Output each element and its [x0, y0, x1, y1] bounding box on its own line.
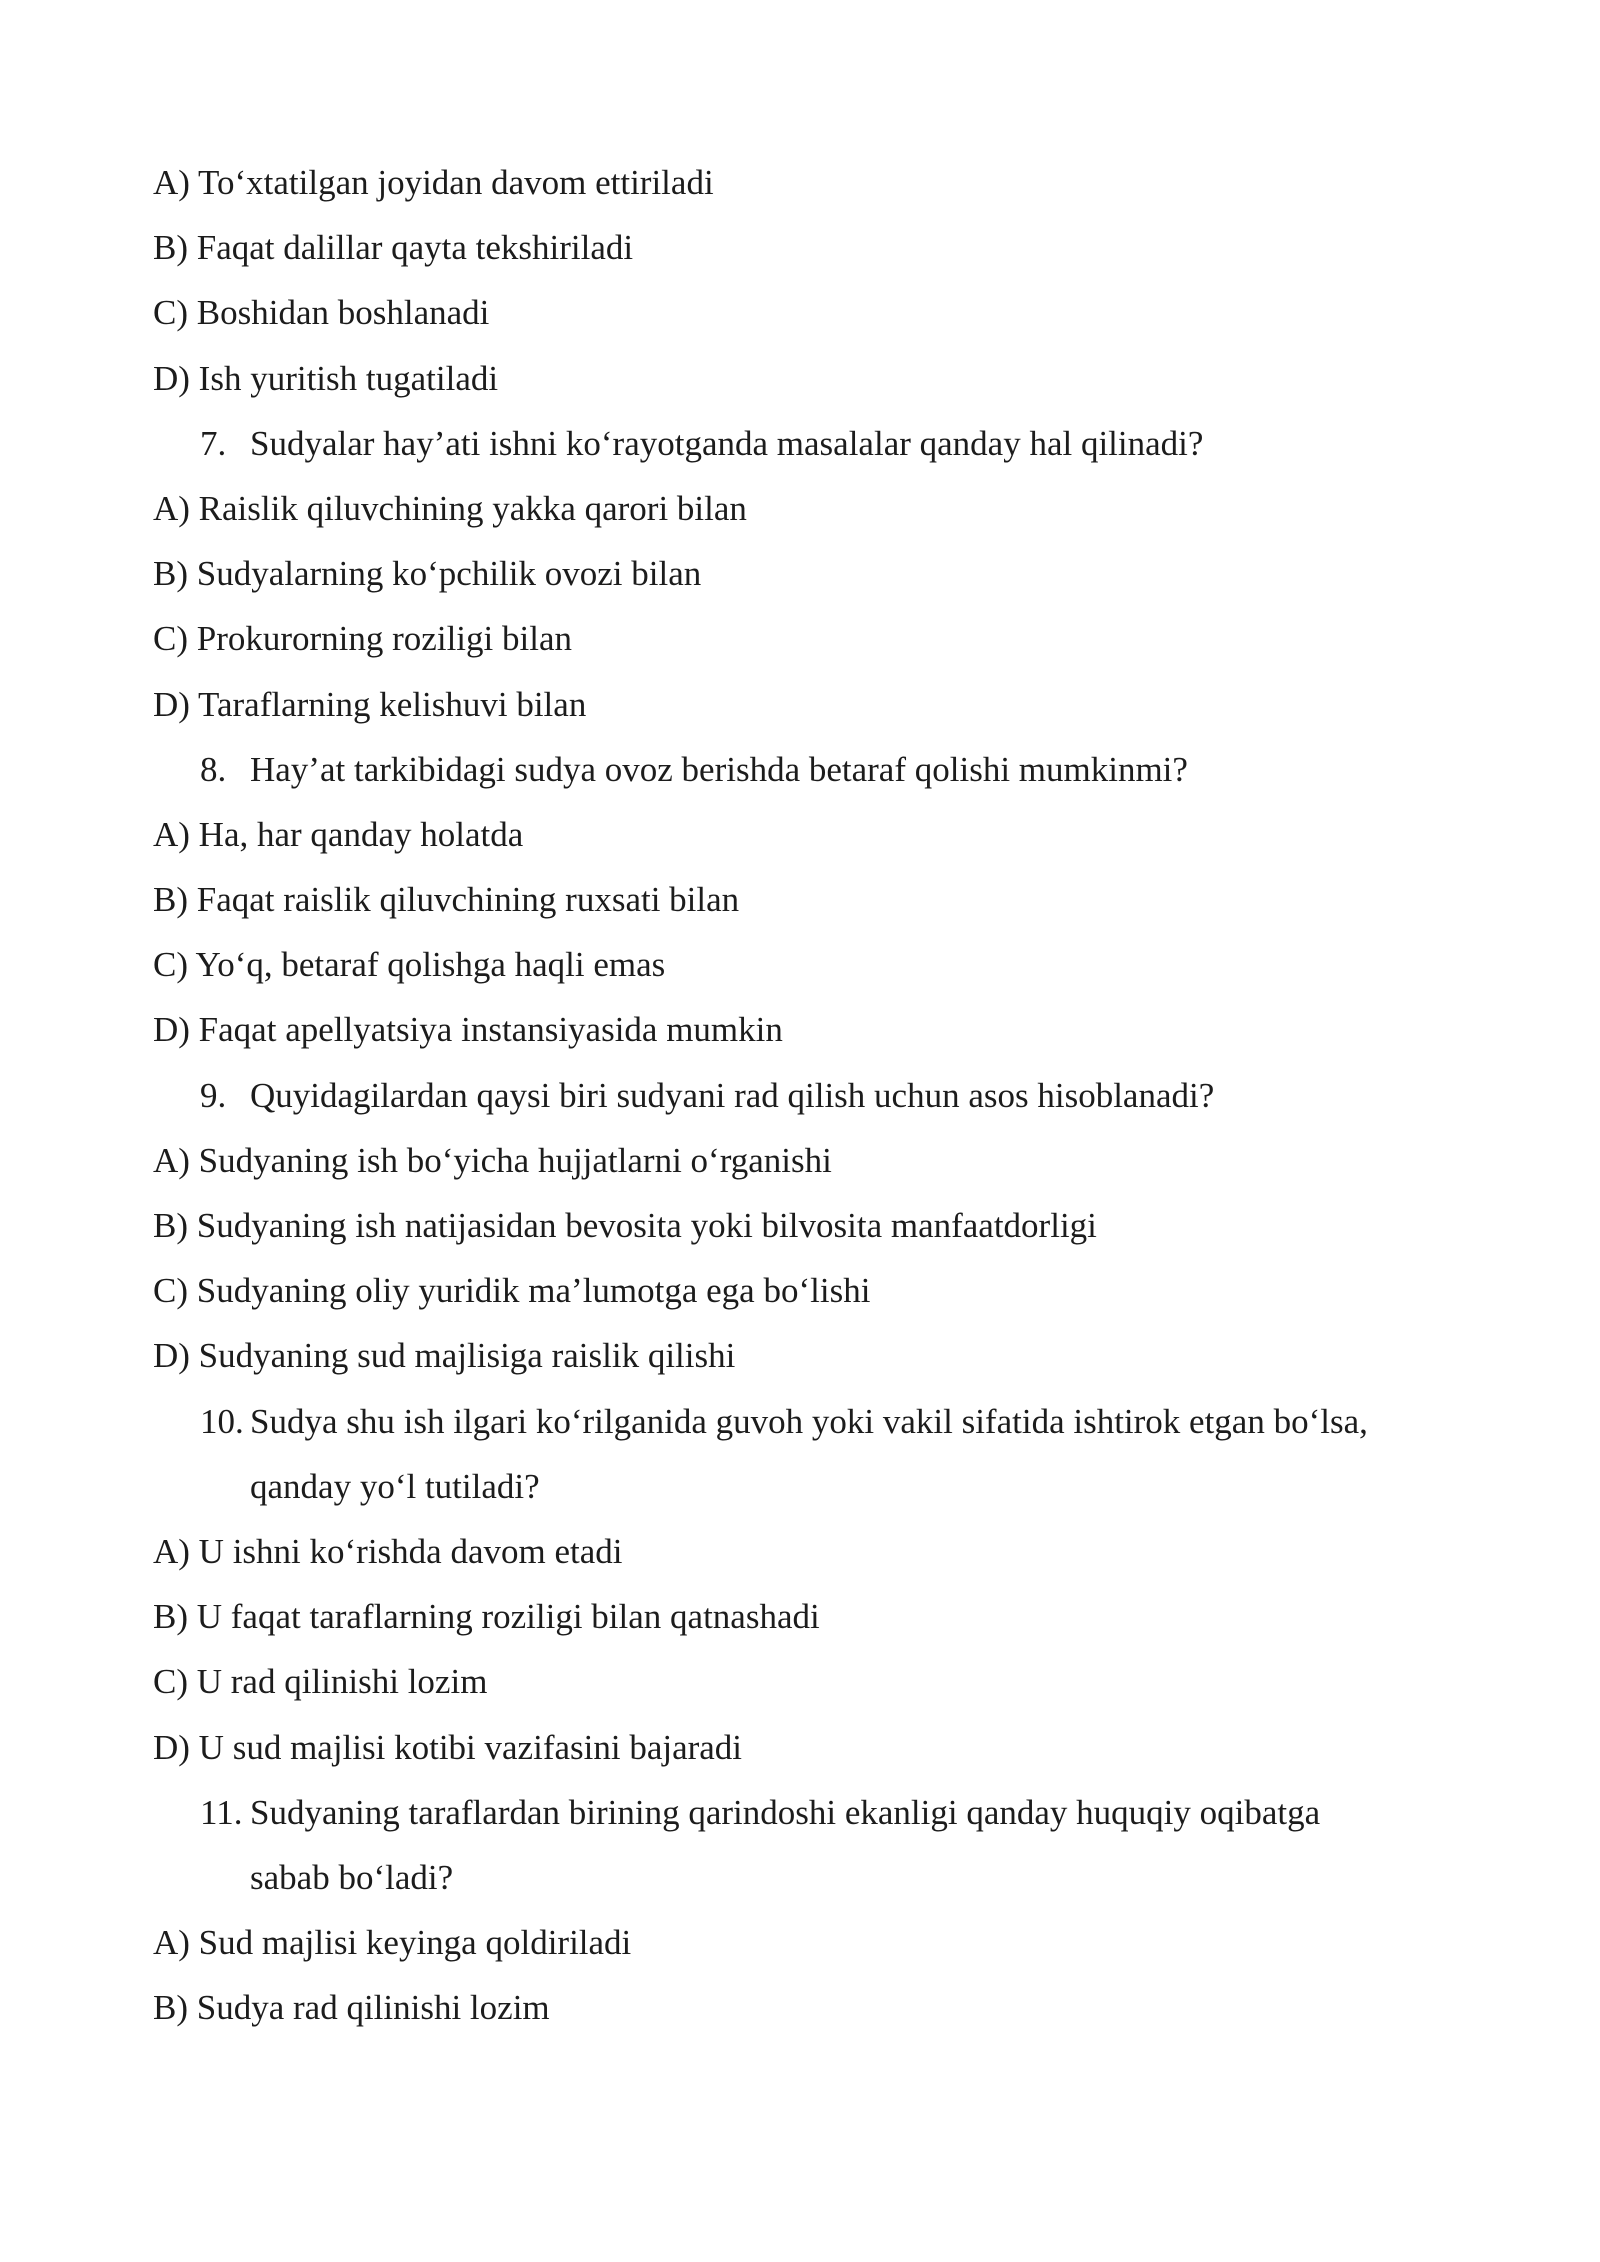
- answer-option: B) Sudyalarning ko‘pchilik ovozi bilan: [153, 554, 702, 594]
- question-11: [153, 1780, 1483, 1845]
- answer-option: D) Ish yuritish tugatiladi: [153, 358, 499, 398]
- answer-option: B) Sudya rad qilinishi lozim: [153, 1988, 550, 2028]
- answer-option: A) Sudyaning ish bo‘yicha hujjatlarni o‘rganishi: [153, 1140, 832, 1180]
- answer-option: B) Faqat dalillar qayta tekshiriladi: [153, 228, 634, 268]
- question-text-line: Sudya shu ish ilgari ko‘rilganida guvoh yoki vakil sifatida ishtirok etgan bo‘lsa,: [250, 1401, 1368, 1441]
- question-number: 7.: [200, 423, 227, 463]
- question-text: Sudyalar hay’ati ishni ko‘rayotganda masalalar qanday hal qilinadi?: [250, 423, 1204, 463]
- question-text-line: Sudyaning taraflardan birining qarindoshi ekanligi qanday huquqiy oqibatga: [250, 1792, 1321, 1832]
- question-10: [153, 1389, 1483, 1454]
- answer-option: C) Yo‘q, betaraf qolishga haqli emas: [153, 945, 666, 985]
- answer-option: D) Sudyaning sud majlisiga raislik qilishi: [153, 1336, 736, 1376]
- question-number: 11.: [200, 1792, 243, 1832]
- answer-option: B) Sudyaning ish natijasidan bevosita yoki bilvosita manfaatdorligi: [153, 1206, 1097, 1245]
- answer-option: C) Prokurorning roziligi bilan: [153, 619, 572, 659]
- answer-option: B) Faqat raislik qiluvchining ruxsati bilan: [153, 880, 740, 920]
- question-8: [153, 737, 1483, 802]
- question-7: [153, 411, 1483, 476]
- answer-option: D) Faqat apellyatsiya instansiyasida mumkin: [153, 1010, 783, 1050]
- answer-option: A) Raislik qiluvchining yakka qarori bilan: [153, 488, 747, 528]
- question-text: Quyidagilardan qaysi biri sudyani rad qilish uchun asos hisoblanadi?: [250, 1075, 1215, 1115]
- question-number: 8.: [200, 749, 227, 789]
- question-text-line: sabab bo‘ladi?: [250, 1857, 454, 1897]
- answer-option: B) U faqat taraflarning roziligi bilan qatnashadi: [153, 1597, 820, 1637]
- question-list: [153, 150, 1483, 2040]
- question-10-continuation: [153, 1454, 1483, 1519]
- answer-option: C) Boshidan boshlanadi: [153, 293, 490, 333]
- answer-option: D) Taraflarning kelishuvi bilan: [153, 684, 587, 724]
- question-number: 10.: [200, 1401, 244, 1441]
- answer-option: A) U ishni ko‘rishda davom etadi: [153, 1531, 623, 1571]
- answer-option: A) To‘xtatilgan joyidan davom ettiriladi: [153, 163, 714, 202]
- question-number: 9.: [200, 1075, 227, 1115]
- answer-option: A) Ha, har qanday holatda: [153, 814, 524, 854]
- question-11-continuation: [153, 1845, 1483, 1910]
- answer-option: D) U sud majlisi kotibi vazifasini bajaradi: [153, 1727, 743, 1767]
- answer-option: C) Sudyaning oliy yuridik ma’lumotga ega bo‘lishi: [153, 1271, 871, 1311]
- question-text: Hay’at tarkibidagi sudya ovoz berishda betaraf qolishi mumkinmi?: [250, 749, 1188, 789]
- question-text-line: qanday yo‘l tutiladi?: [250, 1466, 540, 1506]
- question-9: [153, 1063, 1483, 1128]
- answer-option: A) Sud majlisi keyinga qoldiriladi: [153, 1923, 632, 1963]
- answer-option: C) U rad qilinishi lozim: [153, 1662, 488, 1702]
